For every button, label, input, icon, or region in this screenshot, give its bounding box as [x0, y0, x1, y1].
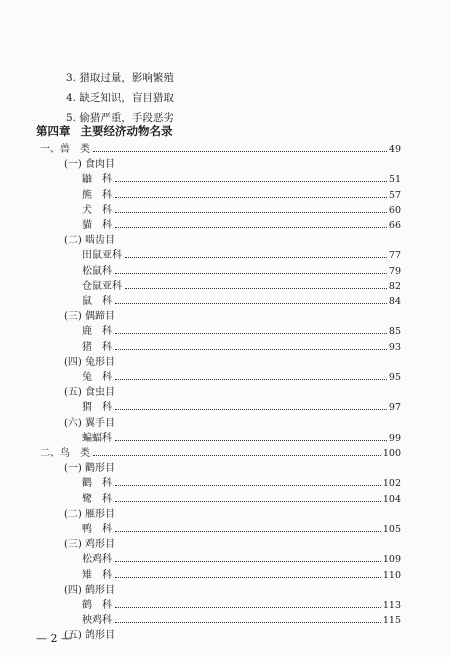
toc-page-number: 84 [388, 296, 401, 307]
toc-page-number: 115 [382, 615, 401, 627]
toc-label: 松鸡科 [82, 554, 112, 566]
toc-row [40, 141, 401, 155]
toc-row [82, 369, 401, 383]
toc-page-number: 49 [388, 144, 401, 155]
toc-row [82, 247, 401, 261]
toc-row [82, 339, 401, 353]
toc-leader-dots [115, 501, 381, 502]
toc-label: (二) 雁形目 [64, 508, 115, 520]
toc-page-number: 100 [382, 448, 401, 459]
toc-leader-dots [93, 455, 381, 456]
toc-leader-dots [115, 227, 387, 228]
toc-label: 仓鼠亚科 [82, 280, 122, 292]
toc-page-number: 82 [388, 280, 401, 292]
toc-row [64, 232, 115, 246]
toc-leader-dots [115, 561, 381, 562]
toc-row [82, 551, 401, 565]
toc-row [82, 263, 401, 277]
toc-row [82, 475, 401, 489]
intro-line: 3. 猎取过量，影响繁殖 [66, 72, 174, 84]
toc-label: 一、兽 类 [40, 144, 90, 155]
toc-label: (一) 鹳形目 [64, 463, 115, 475]
toc-leader-dots [115, 440, 387, 441]
intro-list [66, 68, 174, 128]
toc-leader-dots [115, 577, 381, 578]
toc-page-number: 95 [388, 372, 401, 383]
toc-row [64, 308, 115, 322]
toc-page-number: 66 [388, 220, 401, 231]
toc-leader-dots [115, 349, 387, 350]
toc-leader-dots [115, 303, 387, 304]
toc-page-number: 110 [382, 569, 401, 581]
toc-label: 鹿 科 [82, 326, 112, 338]
toc-label: 秧鸡科 [82, 615, 112, 627]
toc-leader-dots [115, 607, 381, 608]
toc-row [82, 521, 401, 535]
toc-page-number: 57 [388, 189, 401, 201]
toc-label: (四) 鹤形目 [64, 584, 115, 596]
toc-row [82, 278, 401, 292]
toc-label: 兔 科 [82, 372, 112, 383]
toc-leader-dots [125, 288, 387, 289]
toc-page-number: 105 [382, 524, 401, 535]
toc-label: 雉 科 [82, 569, 112, 581]
toc-label: 鸭 科 [82, 524, 112, 535]
toc-row [64, 384, 115, 398]
toc-label: (二) 啮齿目 [64, 235, 115, 247]
toc-leader-dots [125, 257, 387, 258]
toc-row [64, 156, 115, 170]
toc-row [64, 354, 115, 368]
toc-label: (六) 翼手目 [64, 417, 115, 429]
toc-label: (三) 偶蹄目 [64, 311, 115, 323]
toc-page-number: 109 [382, 554, 401, 566]
toc-row [82, 202, 401, 216]
toc-row [82, 430, 401, 444]
toc-label: 猬 科 [82, 402, 112, 414]
toc-label: (三) 鸡形目 [64, 539, 115, 551]
toc-label: (五) 食虫目 [64, 387, 115, 399]
intro-line: 5. 偷猎严重，手段恶劣 [66, 112, 174, 124]
toc-row [82, 171, 401, 185]
toc-leader-dots [115, 181, 387, 182]
toc-page-number: 85 [388, 326, 401, 338]
toc-row [40, 445, 401, 459]
toc-label: 鼠 科 [82, 296, 112, 307]
toc-label: (一) 食肉目 [64, 159, 115, 171]
toc-leader-dots [115, 333, 387, 334]
chapter-heading [36, 123, 173, 139]
intro-line: 4. 缺乏知识，盲目猎取 [66, 92, 174, 104]
toc-row [64, 536, 115, 550]
toc-page-number: 77 [388, 250, 401, 262]
toc-leader-dots [115, 212, 387, 213]
toc-page-number: 104 [382, 493, 401, 505]
toc-label: 熊 科 [82, 189, 112, 201]
toc-page-number: 99 [388, 432, 401, 444]
toc-page-number: 102 [382, 478, 401, 490]
toc-row [64, 460, 115, 474]
toc-row [82, 323, 401, 337]
chapter-number: 第四章 [36, 124, 71, 138]
toc-row [82, 567, 401, 581]
toc-leader-dots [115, 531, 381, 532]
toc-label: 鹭 科 [82, 493, 112, 505]
toc-row [82, 217, 401, 231]
toc-label: 二、鸟 类 [40, 448, 90, 459]
toc-label: 蝙蝠科 [82, 432, 112, 444]
toc-page-number: 79 [388, 265, 401, 277]
toc-page-number: 51 [388, 174, 401, 186]
toc-leader-dots [115, 273, 387, 274]
toc-row [82, 597, 401, 611]
toc-row [64, 415, 115, 429]
toc-row [82, 187, 401, 201]
toc-row [82, 293, 401, 307]
toc-label: (五) 鸽形目 [64, 630, 115, 642]
toc-label: 鹤 科 [82, 600, 112, 611]
toc-label: 貓 科 [82, 220, 112, 231]
toc-page-number: 97 [388, 402, 401, 414]
toc-label: 犬 科 [82, 204, 112, 216]
toc-leader-dots [115, 379, 387, 380]
toc-page-number: 60 [388, 204, 401, 216]
toc-row [82, 399, 401, 413]
toc-label: 鹳 科 [82, 478, 112, 490]
toc-label: 鼬 科 [82, 174, 112, 186]
toc-leader-dots [115, 622, 381, 623]
toc-page-number: 93 [388, 341, 401, 353]
toc-leader-dots [93, 151, 387, 152]
toc-leader-dots [115, 409, 387, 410]
toc-leader-dots [115, 485, 381, 486]
toc-label: (四) 兔形目 [64, 356, 115, 368]
toc-row [64, 506, 115, 520]
toc-leader-dots [115, 197, 387, 198]
toc-page-number: 113 [382, 600, 401, 611]
toc-row [82, 612, 401, 626]
toc-label: 田鼠亚科 [82, 250, 122, 262]
toc-label: 猪 科 [82, 341, 112, 353]
toc-row [64, 582, 115, 596]
toc-row [82, 491, 401, 505]
toc-label: 松鼠科 [82, 265, 112, 277]
page-number: — 2 — [36, 632, 72, 645]
chapter-title: 主要经济动物名录 [80, 124, 173, 138]
